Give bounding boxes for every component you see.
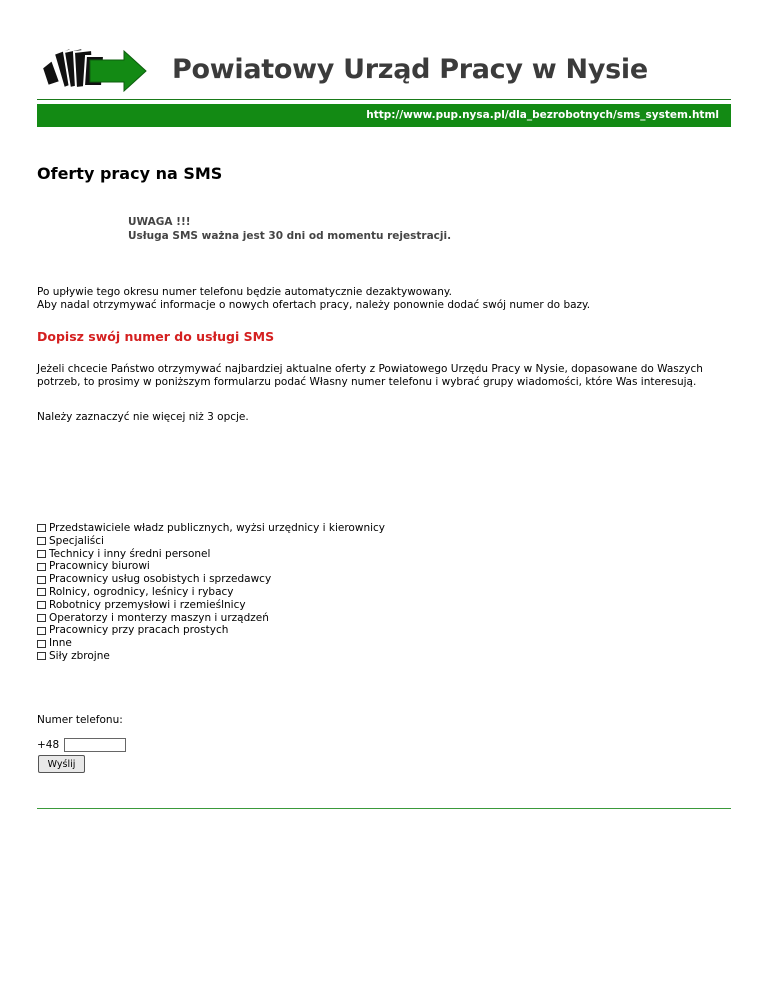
option-item[interactable] [37, 586, 385, 599]
site-header [37, 40, 731, 100]
option-item[interactable] [37, 637, 385, 650]
warning-heading: UWAGA !!! [128, 216, 191, 228]
option-label: Pracownicy przy pracach prostych [49, 624, 229, 637]
option-label: Siły zbrojne [49, 649, 110, 662]
option-item[interactable] [37, 560, 385, 573]
checkbox[interactable] [37, 588, 46, 596]
message-group-options [37, 522, 385, 663]
footer-divider [37, 808, 731, 809]
section-title: Dopisz swój numer do usługi SMS [37, 329, 275, 344]
page-url-link[interactable]: http://www.pup.nysa.pl/dla_bezrobotnych/sms_system.html [366, 109, 719, 121]
checkbox[interactable] [37, 576, 46, 584]
option-item[interactable] [37, 522, 385, 535]
warning-text: Usługa SMS ważna jest 30 dni od momentu rejestracji. [128, 230, 452, 242]
option-item[interactable] [37, 599, 385, 612]
checkbox[interactable] [37, 601, 46, 609]
option-label: Technicy i inny średni personel [49, 547, 211, 560]
checkbox[interactable] [37, 550, 46, 558]
phone-label: Numer telefonu: [37, 714, 123, 726]
option-label: Pracownicy usług osobistych i sprzedawcy [49, 573, 272, 586]
option-item[interactable] [37, 573, 385, 586]
site-title: Powiatowy Urząd Pracy w Nysie [172, 54, 648, 85]
checkbox[interactable] [37, 537, 46, 545]
option-item[interactable] [37, 624, 385, 637]
option-item[interactable] [37, 535, 385, 548]
checkbox[interactable] [37, 627, 46, 635]
warning-notice [128, 215, 451, 243]
country-prefix: +48 [37, 739, 60, 751]
page-title: Oferty pracy na SMS [37, 164, 223, 183]
option-item[interactable] [37, 650, 385, 663]
option-label: Przedstawiciele władz publicznych, wyżsi urzędnicy i kierownicy [49, 522, 385, 534]
send-button[interactable]: Wyślij [38, 755, 85, 773]
option-label: Rolnicy, ogrodnicy, leśnicy i rybacy [49, 585, 234, 598]
checkbox[interactable] [37, 524, 46, 532]
header-divider [37, 99, 731, 100]
option-label: Specjaliści [49, 534, 104, 547]
option-label: Inne [49, 637, 72, 650]
option-item[interactable] [37, 612, 385, 625]
url-bar [37, 104, 731, 127]
phone-row [37, 738, 126, 752]
selection-limit-text: Należy zaznaczyć nie więcej niż 3 opcje. [37, 411, 249, 423]
option-label: Robotnicy przemysłowi i rzemieślnicy [49, 598, 246, 611]
info-line-2: Aby nadal otrzymywać informacje o nowych ofertach pracy, należy ponownie dodać swój numer do bazy. [37, 299, 591, 311]
checkbox[interactable] [37, 640, 46, 648]
option-label: Operatorzy i monterzy maszyn i urządzeń [49, 611, 269, 624]
option-label: Pracownicy biurowi [49, 560, 150, 573]
info-line-1: Po upływie tego okresu numer telefonu będzie automatycznie dezaktywowany. [37, 286, 452, 298]
deactivation-info [37, 286, 590, 312]
checkbox[interactable] [37, 563, 46, 571]
arrow-pages-logo-icon[interactable] [40, 42, 150, 92]
phone-number-input[interactable] [64, 738, 126, 752]
option-item[interactable] [37, 548, 385, 561]
checkbox[interactable] [37, 614, 46, 622]
checkbox[interactable] [37, 652, 46, 660]
intro-text: Jeżeli chcecie Państwo otrzymywać najbardziej aktualne oferty z Powiatowego Urzędu Pracy w Nysie, dopasowane do Waszych potrzeb, to prosimy w poniższym formularzu podać Własny numer telefonu i wybrać grupy wiadomości, które Was interesują. [37, 363, 703, 388]
